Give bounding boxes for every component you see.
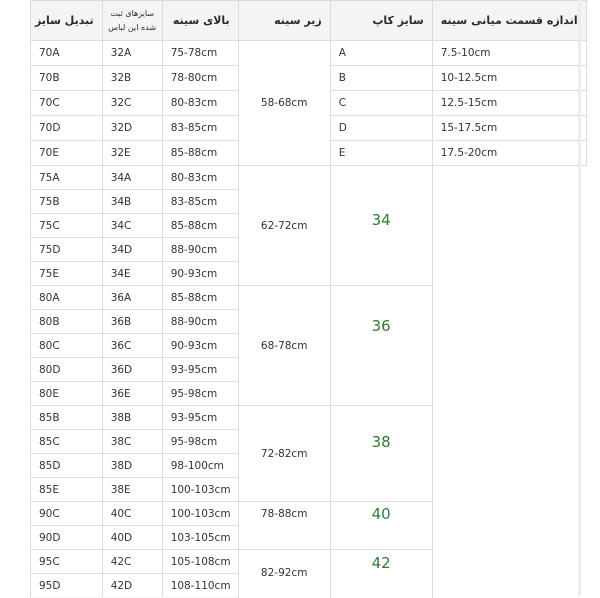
- registered-size-cell: 34E: [102, 262, 162, 286]
- registered-size-cell: 36C: [102, 334, 162, 358]
- converted-size-cell: 70E: [31, 141, 103, 166]
- registered-size-cell: 42D: [102, 574, 162, 598]
- converted-size-cell: 80A: [31, 286, 103, 310]
- over-bust-cell: 93-95cm: [162, 358, 238, 382]
- cup-letter-cell: B: [330, 66, 432, 91]
- registered-size-cell: 38E: [102, 478, 162, 502]
- over-bust-cell: 90-93cm: [162, 334, 238, 358]
- registered-size-cell: 42C: [102, 550, 162, 574]
- empty-cell: [432, 334, 586, 358]
- empty-cell: [432, 286, 586, 310]
- empty-cell: [432, 166, 586, 190]
- over-bust-cell: 100-103cm: [162, 502, 238, 526]
- cup-letter-cell: E: [330, 141, 432, 166]
- empty-cell: [432, 310, 586, 334]
- registered-size-cell: 34C: [102, 214, 162, 238]
- over-bust-cell: 83-85cm: [162, 190, 238, 214]
- under-bust-cell: 58-68cm: [238, 41, 330, 166]
- empty-cell: [432, 382, 586, 406]
- under-bust-cell: 82-92cm: [238, 550, 330, 598]
- converted-size-cell: 95C: [31, 550, 103, 574]
- registered-size-cell: 32B: [102, 66, 162, 91]
- cup-letter-cell: A: [330, 41, 432, 66]
- over-bust-cell: 108-110cm: [162, 574, 238, 598]
- table-row: [31, 406, 587, 430]
- converted-size-cell: 80C: [31, 334, 103, 358]
- converted-size-cell: 95D: [31, 574, 103, 598]
- converted-size-cell: 70C: [31, 91, 103, 116]
- header-converted-size: تبدیل سایز: [31, 1, 103, 41]
- over-bust-cell: 75-78cm: [162, 41, 238, 66]
- under-bust-cell: 68-78cm: [238, 286, 330, 406]
- empty-cell: [432, 478, 586, 502]
- over-bust-cell: 88-90cm: [162, 238, 238, 262]
- registered-size-cell: 34A: [102, 166, 162, 190]
- converted-size-cell: 75C: [31, 214, 103, 238]
- header-registered-sizes: سایزهای ثبت شده این لباس: [102, 1, 162, 41]
- header-mid-bust: اندازه قسمت میانی سینه: [432, 1, 586, 41]
- registered-size-cell: 38D: [102, 454, 162, 478]
- over-bust-cell: 105-108cm: [162, 550, 238, 574]
- converted-size-cell: 70D: [31, 116, 103, 141]
- empty-cell: [432, 430, 586, 454]
- over-bust-cell: 83-85cm: [162, 116, 238, 141]
- mid-bust-cell: 7.5-10cm: [432, 41, 586, 66]
- under-bust-cell: 72-82cm: [238, 406, 330, 502]
- header-over-bust: بالای سینه: [162, 1, 238, 41]
- empty-cell: [432, 574, 586, 598]
- header-cup-size: سایز کاپ: [330, 1, 432, 41]
- registered-size-cell: 32E: [102, 141, 162, 166]
- over-bust-cell: 95-98cm: [162, 382, 238, 406]
- converted-size-cell: 80D: [31, 358, 103, 382]
- converted-size-cell: 80B: [31, 310, 103, 334]
- header-under-bust: زیر سینه: [238, 1, 330, 41]
- over-bust-cell: 95-98cm: [162, 430, 238, 454]
- mid-bust-cell: 10-12.5cm: [432, 66, 586, 91]
- mid-bust-cell: 15-17.5cm: [432, 116, 586, 141]
- over-bust-cell: 78-80cm: [162, 66, 238, 91]
- converted-size-cell: 85E: [31, 478, 103, 502]
- cup-letter-cell: D: [330, 116, 432, 141]
- converted-size-cell: 75D: [31, 238, 103, 262]
- empty-cell: [432, 526, 586, 550]
- table-row: [31, 502, 587, 526]
- cup-number-cell: 34: [330, 166, 432, 286]
- over-bust-cell: 80-83cm: [162, 166, 238, 190]
- converted-size-cell: 80E: [31, 382, 103, 406]
- cup-number-cell: 38: [330, 406, 432, 502]
- cup-number-cell: 36: [330, 286, 432, 406]
- registered-size-cell: 40D: [102, 526, 162, 550]
- cup-number-cell: 40: [330, 502, 432, 550]
- converted-size-cell: 75A: [31, 166, 103, 190]
- over-bust-cell: 100-103cm: [162, 478, 238, 502]
- converted-size-cell: 85C: [31, 430, 103, 454]
- registered-size-cell: 38B: [102, 406, 162, 430]
- under-bust-cell: 62-72cm: [238, 166, 330, 286]
- page-scrollbar[interactable]: [578, 0, 581, 596]
- table-row: [31, 550, 587, 574]
- registered-size-cell: 32C: [102, 91, 162, 116]
- empty-cell: [432, 190, 586, 214]
- empty-cell: [432, 406, 586, 430]
- over-bust-cell: 80-83cm: [162, 91, 238, 116]
- cup-number-cell: 42: [330, 550, 432, 598]
- empty-cell: [432, 550, 586, 574]
- registered-size-cell: 40C: [102, 502, 162, 526]
- under-bust-cell: 78-88cm: [238, 502, 330, 550]
- registered-size-cell: 34D: [102, 238, 162, 262]
- over-bust-cell: 85-88cm: [162, 286, 238, 310]
- converted-size-cell: 85D: [31, 454, 103, 478]
- registered-size-cell: 36E: [102, 382, 162, 406]
- cup-letter-cell: C: [330, 91, 432, 116]
- mid-bust-cell: 12.5-15cm: [432, 91, 586, 116]
- registered-size-cell: 36A: [102, 286, 162, 310]
- registered-size-cell: 36D: [102, 358, 162, 382]
- converted-size-cell: 75B: [31, 190, 103, 214]
- table-row: [31, 41, 587, 66]
- over-bust-cell: 85-88cm: [162, 141, 238, 166]
- empty-cell: [432, 454, 586, 478]
- converted-size-cell: 90D: [31, 526, 103, 550]
- over-bust-cell: 90-93cm: [162, 262, 238, 286]
- registered-size-cell: 36B: [102, 310, 162, 334]
- registered-size-cell: 34B: [102, 190, 162, 214]
- converted-size-cell: 70A: [31, 41, 103, 66]
- converted-size-cell: 75E: [31, 262, 103, 286]
- registered-size-cell: 32A: [102, 41, 162, 66]
- registered-size-cell: 32D: [102, 116, 162, 141]
- table-row: [31, 286, 587, 310]
- registered-size-cell: 38C: [102, 430, 162, 454]
- converted-size-cell: 70B: [31, 66, 103, 91]
- empty-cell: [432, 238, 586, 262]
- bra-size-table: [30, 0, 587, 598]
- over-bust-cell: 88-90cm: [162, 310, 238, 334]
- converted-size-cell: 90C: [31, 502, 103, 526]
- over-bust-cell: 93-95cm: [162, 406, 238, 430]
- empty-cell: [432, 502, 586, 526]
- over-bust-cell: 103-105cm: [162, 526, 238, 550]
- over-bust-cell: 85-88cm: [162, 214, 238, 238]
- empty-cell: [432, 262, 586, 286]
- empty-cell: [432, 214, 586, 238]
- table-row: [31, 166, 587, 190]
- empty-cell: [432, 358, 586, 382]
- header-row: [31, 1, 587, 41]
- converted-size-cell: 85B: [31, 406, 103, 430]
- mid-bust-cell: 17.5-20cm: [432, 141, 586, 166]
- over-bust-cell: 98-100cm: [162, 454, 238, 478]
